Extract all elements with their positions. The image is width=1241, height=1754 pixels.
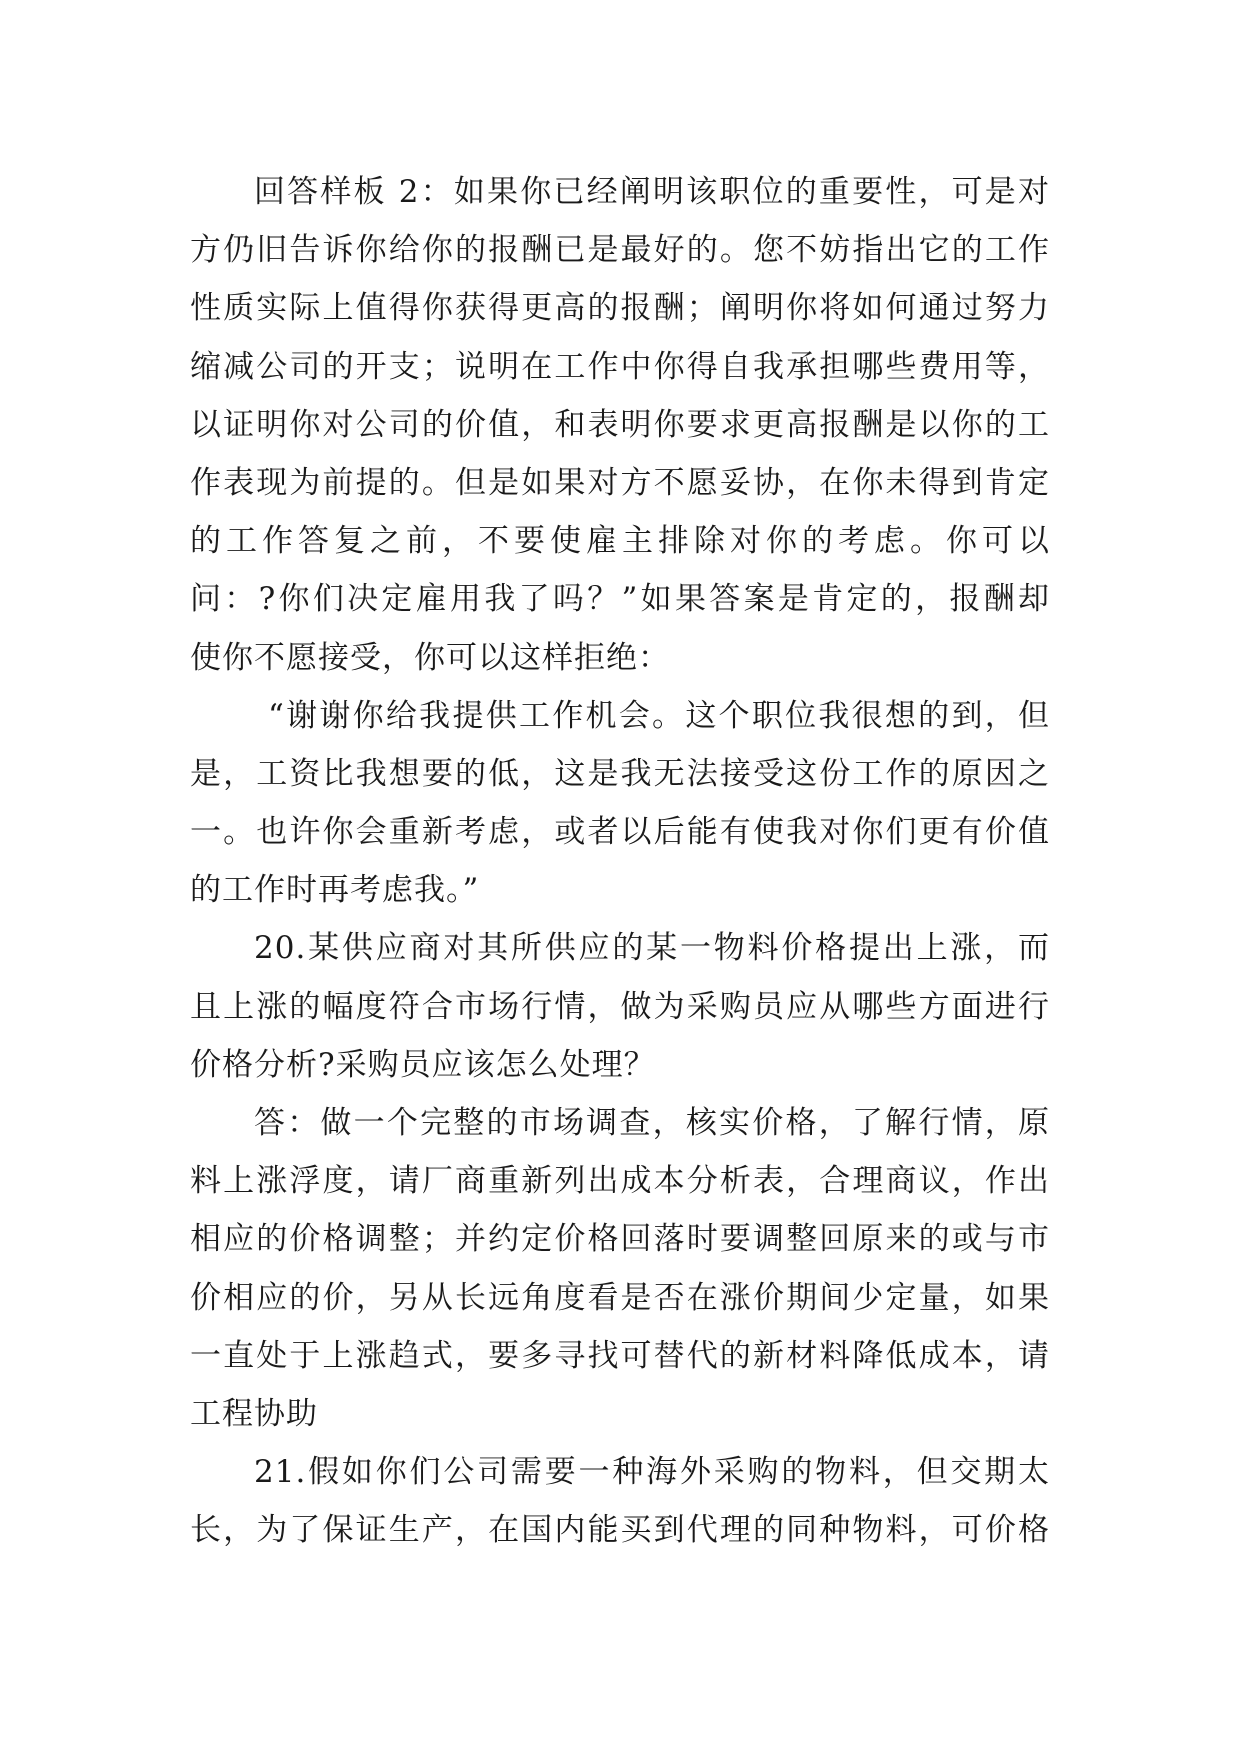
- text-line: 答：做一个完整的市场调查，核实价格，了解行情，原: [254, 1105, 1050, 1141]
- text-line: 料上涨浮度，请厂商重新列出成本分析表，合理商议，作出: [190, 1163, 1050, 1200]
- text-line: 一。也许你会重新考虑，或者以后能有使我对你们更有价值: [190, 814, 1050, 851]
- text-line: 作表现为前提的。但是如果对方不愿妥协，在你未得到肯定: [190, 464, 1050, 501]
- text-line: 以证明你对公司的价值，和表明你要求更高报酬是以你的工: [190, 406, 1050, 443]
- text-line: “谢谢你给我提供工作机会。这个职位我很想的到，但: [268, 697, 1050, 734]
- text-line: 一直处于上涨趋式，要多寻找可替代的新材料降低成本，请: [190, 1337, 1050, 1374]
- text-line: 的工作时再考虑我。”: [190, 872, 480, 909]
- text-line: 的工作答复之前，不要使雇主排除对你的考虑。你可以: [190, 523, 1050, 560]
- text-line: 价相应的价，另从长远角度看是否在涨价期间少定量，如果: [190, 1279, 1050, 1316]
- text-line: 21.假如你们公司需要一种海外采购的物料，但交期太: [254, 1454, 1050, 1491]
- text-line: 性质实际上值得你获得更高的报酬；阐明你将如何通过努力: [190, 290, 1050, 327]
- text-line: 问：?你们决定雇用我了吗？”如果答案是肯定的，报酬却: [190, 581, 1050, 618]
- text-line: 且上涨的幅度符合市场行情，做为采购员应从哪些方面进行: [190, 988, 1050, 1025]
- text-line: 长，为了保证生产，在国内能买到代理的同种物料，可价格: [190, 1512, 1050, 1549]
- text-line: 工程协助: [190, 1395, 318, 1432]
- text-line: 价格分析?采购员应该怎么处理？: [190, 1046, 656, 1083]
- text-line: 相应的价格调整；并约定价格回落时要调整回原来的或与市: [190, 1221, 1050, 1258]
- text-line: 回答样板 2：如果你已经阐明该职位的重要性，可是对: [254, 174, 1050, 210]
- text-line: 使你不愿接受，你可以这样拒绝：: [190, 639, 670, 676]
- text-line: 是，工资比我想要的低，这是我无法接受这份工作的原因之: [190, 755, 1050, 792]
- document-body: [190, 163, 1050, 1560]
- text-line: 20.某供应商对其所供应的某一物料价格提出上涨，而: [254, 930, 1050, 967]
- text-line: 缩减公司的开支；说明在工作中你得自我承担哪些费用等，: [190, 348, 1050, 385]
- text-line: 方仍旧告诉你给你的报酬已是最好的。您不妨指出它的工作: [190, 232, 1050, 269]
